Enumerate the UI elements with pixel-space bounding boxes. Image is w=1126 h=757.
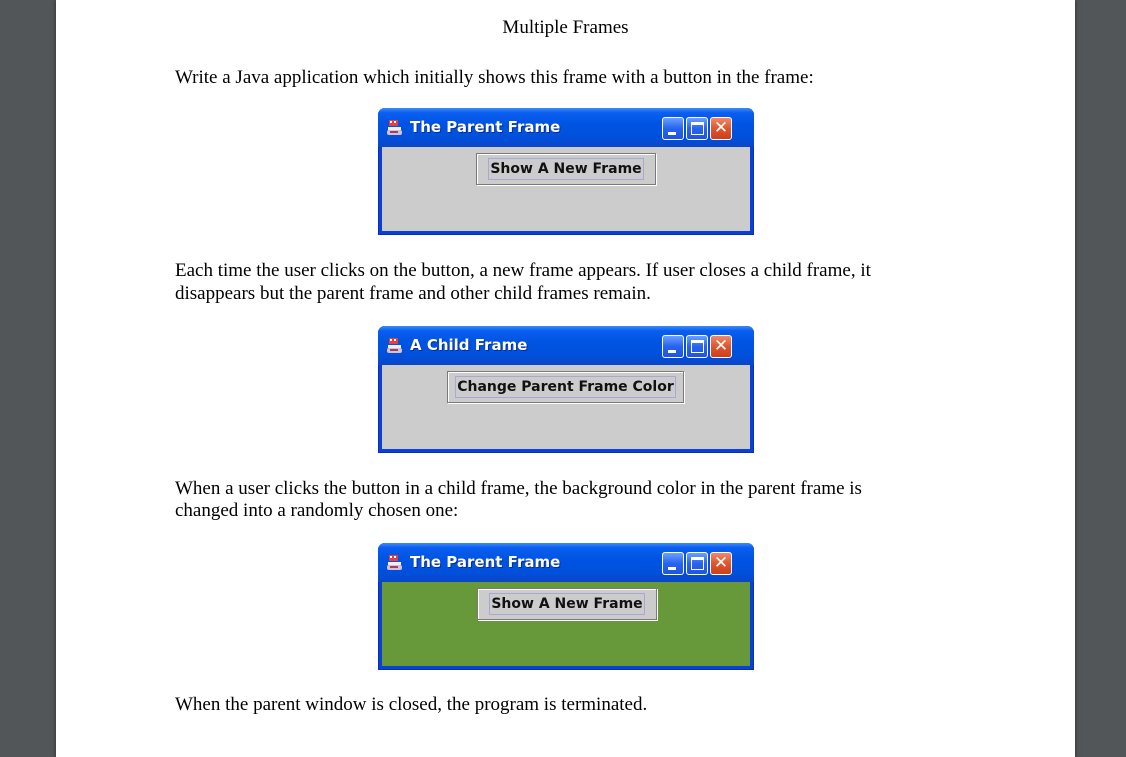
change-parent-color-button[interactable]: [447, 371, 684, 403]
document-title: Multiple Frames: [502, 17, 629, 38]
show-new-frame-button[interactable]: [476, 153, 656, 185]
close-button[interactable]: [710, 117, 732, 140]
parent-frame-recolored-screenshot: [378, 543, 754, 670]
button-label: Show A New Frame: [488, 158, 643, 180]
paragraph-click-line1: Each time the user clicks on the button, a new frame appears. If user closes a child frame, it: [175, 260, 871, 281]
frame-body: [382, 365, 750, 449]
parent-frame-screenshot: [378, 108, 754, 235]
frame-title: A Child Frame: [410, 336, 528, 354]
maximize-button[interactable]: [686, 335, 708, 358]
minimize-button[interactable]: [662, 117, 684, 140]
frame-body: [382, 147, 750, 231]
java-app-icon: [386, 119, 404, 137]
title-bar: [378, 543, 754, 582]
paragraph-color-line2: changed into a randomly chosen one:: [175, 500, 459, 521]
paragraph-color-line1: When a user clicks the button in a child frame, the background color in the parent frame is: [175, 478, 862, 499]
java-app-icon: [386, 554, 404, 572]
child-frame-screenshot: [378, 326, 754, 453]
close-icon: ✕: [713, 336, 729, 356]
title-bar: [378, 108, 754, 147]
java-app-icon: [386, 337, 404, 355]
minimize-icon: [668, 132, 676, 135]
paragraph-intro: Write a Java application which initially shows this frame with a button in the frame:: [175, 67, 814, 88]
minimize-icon: [668, 350, 676, 353]
minimize-button[interactable]: [662, 335, 684, 358]
maximize-icon: [691, 122, 704, 135]
frame-title: The Parent Frame: [410, 118, 561, 136]
frame-body: [382, 582, 750, 666]
close-button[interactable]: [710, 552, 732, 575]
minimize-button[interactable]: [662, 552, 684, 575]
maximize-icon: [691, 557, 704, 570]
title-bar: [378, 326, 754, 365]
close-icon: ✕: [713, 118, 729, 138]
button-label: Change Parent Frame Color: [455, 376, 676, 398]
minimize-icon: [668, 567, 676, 570]
document-page: [56, 0, 1075, 757]
button-label: Show A New Frame: [489, 593, 644, 615]
show-new-frame-button[interactable]: [477, 588, 657, 620]
maximize-button[interactable]: [686, 117, 708, 140]
paragraph-click-line2: disappears but the parent frame and other child frames remain.: [175, 283, 651, 304]
maximize-button[interactable]: [686, 552, 708, 575]
paragraph-termination: When the parent window is closed, the program is terminated.: [175, 694, 648, 715]
frame-title: The Parent Frame: [410, 553, 561, 571]
maximize-icon: [691, 340, 704, 353]
close-icon: ✕: [713, 553, 729, 573]
close-button[interactable]: [710, 335, 732, 358]
